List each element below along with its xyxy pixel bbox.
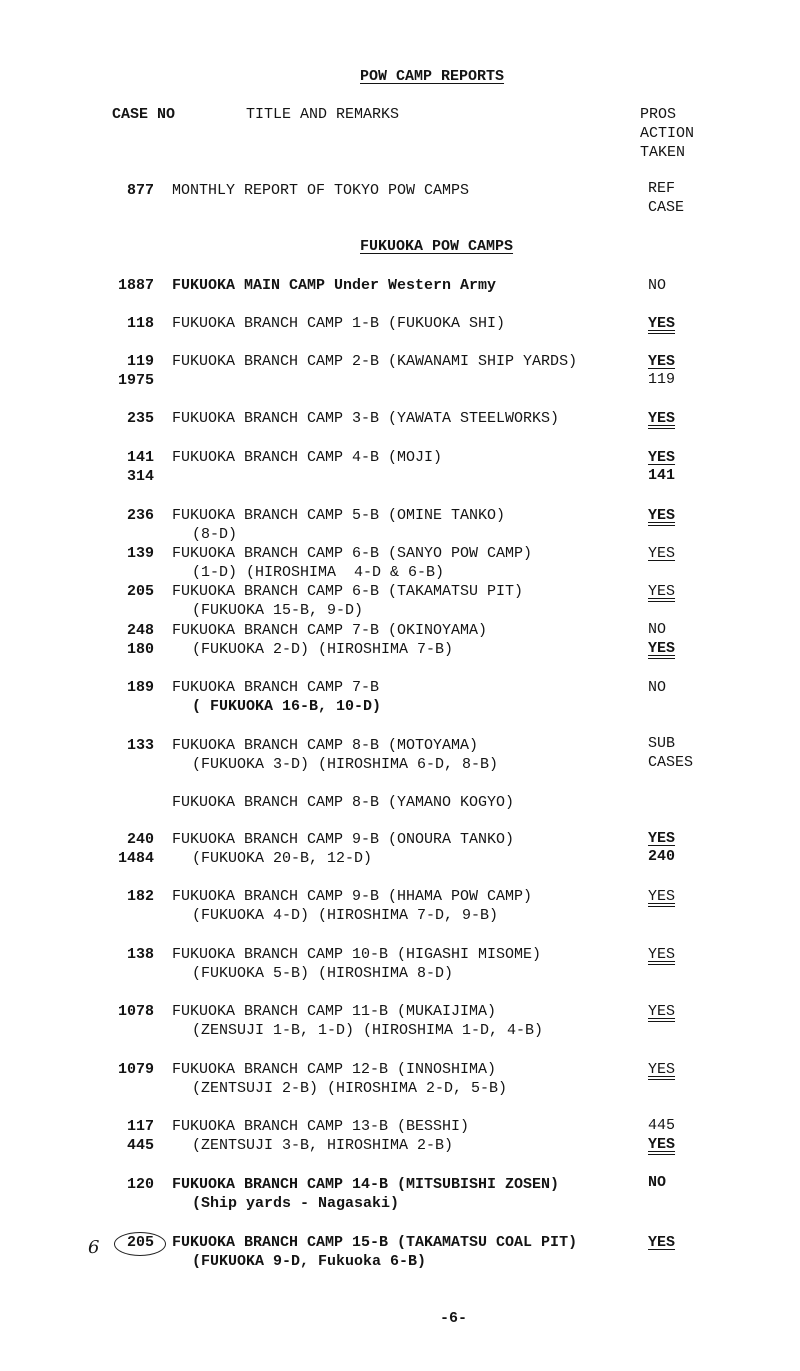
entry-title: FUKUOKA BRANCH CAMP 9-B (HHAMA POW CAMP) xyxy=(172,888,533,905)
entry-action-secondary: YES xyxy=(648,1136,676,1153)
entry-action-secondary: CASES xyxy=(648,754,694,771)
entry-action: YES xyxy=(648,1061,676,1078)
entry-subtitle: (FUKUOKA 4-D) (HIROSHIMA 7-D, 9-B) xyxy=(192,907,499,924)
entry-case-number: 205 xyxy=(126,583,154,600)
entry-case-number: 1079 xyxy=(117,1061,154,1078)
entry-subtitle: (FUKUOKA 15-B, 9-D) xyxy=(192,602,364,619)
section-heading: FUKUOKA POW CAMPS xyxy=(360,238,514,255)
entry-title: FUKUOKA MAIN CAMP Under Western Army xyxy=(172,277,497,294)
entry-subtitle: (FUKUOKA 2-D) (HIROSHIMA 7-B) xyxy=(192,641,454,658)
entry-title: FUKUOKA BRANCH CAMP 14-B (MITSUBISHI ZOSEN) xyxy=(172,1176,560,1193)
entry-subtitle: (ZENTSUJI 3-B, HIROSHIMA 2-B) xyxy=(192,1137,454,1154)
entry-action: 445 xyxy=(648,1117,676,1134)
entry-action: YES xyxy=(648,830,676,847)
entry-action: YES xyxy=(648,888,676,905)
entry-action-secondary: 240 xyxy=(648,848,676,865)
entry-action: YES xyxy=(648,353,676,370)
entry-title: FUKUOKA BRANCH CAMP 8-B (YAMANO KOGYO) xyxy=(172,794,515,811)
entry-title: FUKUOKA BRANCH CAMP 6-B (TAKAMATSU PIT) xyxy=(172,583,524,600)
column-header-action-3: TAKEN xyxy=(640,144,686,161)
entry-case-number-secondary: 180 xyxy=(126,641,154,658)
entry-title: FUKUOKA BRANCH CAMP 12-B (INNOSHIMA) xyxy=(172,1061,497,1078)
entry-case-number: 240 xyxy=(126,831,154,848)
entry-case-number: 138 xyxy=(126,946,154,963)
entry-case-number: 235 xyxy=(126,410,154,427)
entry-subtitle: (ZENSUJI 1-B, 1-D) (HIROSHIMA 1-D, 4-B) xyxy=(192,1022,544,1039)
tokyo-action-2: CASE xyxy=(648,199,685,216)
entry-case-number: 1887 xyxy=(117,277,154,294)
column-header-action-1: PROS xyxy=(640,106,677,123)
entry-action: YES xyxy=(648,449,676,466)
entry-title: FUKUOKA BRANCH CAMP 3-B (YAWATA STEELWORKS) xyxy=(172,410,560,427)
page-number: -6- xyxy=(440,1310,468,1327)
entry-case-number: 117 xyxy=(126,1118,154,1135)
tokyo-title: MONTHLY REPORT OF TOKYO POW CAMPS xyxy=(172,182,470,199)
tokyo-case-number: 877 xyxy=(126,182,154,199)
entry-title: FUKUOKA BRANCH CAMP 13-B (BESSHI) xyxy=(172,1118,470,1135)
entry-action: YES xyxy=(648,507,676,524)
entry-title: FUKUOKA BRANCH CAMP 2-B (KAWANAMI SHIP YARDS) xyxy=(172,353,578,370)
entry-action: YES xyxy=(648,583,676,600)
entry-action: NO xyxy=(648,277,667,294)
entry-case-number: 189 xyxy=(126,679,154,696)
column-header-title: TITLE AND REMARKS xyxy=(246,106,400,123)
entry-action: NO xyxy=(648,1174,667,1191)
entry-case-number-secondary: 314 xyxy=(126,468,154,485)
entry-subtitle: (FUKUOKA 9-D, Fukuoka 6-B) xyxy=(192,1253,427,1270)
page-title: POW CAMP REPORTS xyxy=(360,68,505,85)
entry-title: FUKUOKA BRANCH CAMP 5-B (OMINE TANKO) xyxy=(172,507,506,524)
entry-title: FUKUOKA BRANCH CAMP 6-B (SANYO POW CAMP) xyxy=(172,545,533,562)
entry-case-number-secondary: 1484 xyxy=(117,850,154,867)
entry-action: YES xyxy=(648,946,676,963)
entry-action: YES xyxy=(648,1234,676,1251)
entry-case-number: 248 xyxy=(126,622,154,639)
entry-case-number: 141 xyxy=(126,449,154,466)
entry-action-secondary: 119 xyxy=(648,371,676,388)
entry-action: NO xyxy=(648,679,667,696)
column-header-action-2: ACTION xyxy=(640,125,695,142)
entry-title: FUKUOKA BRANCH CAMP 7-B xyxy=(172,679,380,696)
entry-title: FUKUOKA BRANCH CAMP 7-B (OKINOYAMA) xyxy=(172,622,488,639)
entry-case-number: 119 xyxy=(126,353,154,370)
entry-subtitle: (1-D) (HIROSHIMA 4-D & 6-B) xyxy=(192,564,445,581)
entry-case-number-secondary: 445 xyxy=(126,1137,154,1154)
entry-action-secondary: YES xyxy=(648,640,676,657)
entry-subtitle: ( FUKUOKA 16-B, 10-D) xyxy=(192,698,382,715)
entry-case-number-secondary: 1975 xyxy=(117,372,154,389)
entry-action: YES xyxy=(648,1003,676,1020)
entry-action: SUB xyxy=(648,735,676,752)
entry-title: FUKUOKA BRANCH CAMP 4-B (MOJI) xyxy=(172,449,443,466)
entry-subtitle: (Ship yards - Nagasaki) xyxy=(192,1195,400,1212)
entry-case-number: 182 xyxy=(126,888,154,905)
entry-case-number: 236 xyxy=(126,507,154,524)
entry-action: YES xyxy=(648,410,676,427)
entry-action: YES xyxy=(648,545,676,562)
entry-subtitle: (8-D) xyxy=(192,526,238,543)
entry-title: FUKUOKA BRANCH CAMP 10-B (HIGASHI MISOME) xyxy=(172,946,542,963)
entry-title: FUKUOKA BRANCH CAMP 11-B (MUKAIJIMA) xyxy=(172,1003,497,1020)
entry-case-number: 118 xyxy=(126,315,154,332)
entry-title: FUKUOKA BRANCH CAMP 15-B (TAKAMATSU COAL PIT) xyxy=(172,1234,578,1251)
entry-subtitle: (ZENTSUJI 2-B) (HIROSHIMA 2-D, 5-B) xyxy=(192,1080,508,1097)
entry-action: YES xyxy=(648,315,676,332)
entry-case-number: 139 xyxy=(126,545,154,562)
column-header-case: CASE NO xyxy=(112,106,176,123)
entry-case-number: 1078 xyxy=(117,1003,154,1020)
entry-case-number: 205 xyxy=(126,1234,154,1251)
entry-title: FUKUOKA BRANCH CAMP 9-B (ONOURA TANKO) xyxy=(172,831,515,848)
entry-subtitle: (FUKUOKA 3-D) (HIROSHIMA 6-D, 8-B) xyxy=(192,756,499,773)
entry-action: NO xyxy=(648,621,667,638)
entry-subtitle: (FUKUOKA 5-B) (HIROSHIMA 8-D) xyxy=(192,965,454,982)
entry-case-number: 120 xyxy=(126,1176,154,1193)
handwritten-margin-note: 6 xyxy=(88,1237,100,1258)
tokyo-action-1: REF xyxy=(648,180,676,197)
entry-action-secondary: 141 xyxy=(648,467,676,484)
entry-subtitle: (FUKUOKA 20-B, 12-D) xyxy=(192,850,373,867)
entry-title: FUKUOKA BRANCH CAMP 8-B (MOTOYAMA) xyxy=(172,737,479,754)
entry-title: FUKUOKA BRANCH CAMP 1-B (FUKUOKA SHI) xyxy=(172,315,506,332)
entry-case-number: 133 xyxy=(126,737,154,754)
